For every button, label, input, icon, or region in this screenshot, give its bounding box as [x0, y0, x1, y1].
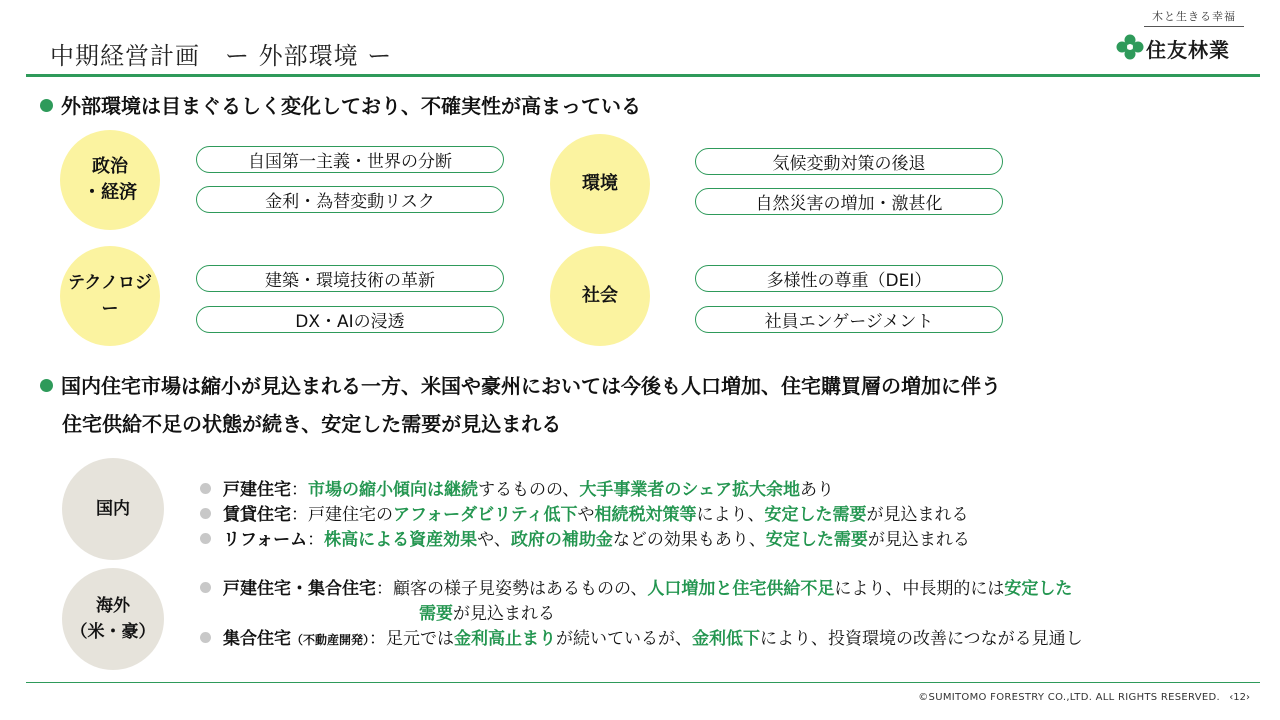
highlight-text: 相続税対策等	[594, 505, 697, 525]
category-item: 自国第一主義・世界の分断	[196, 146, 504, 173]
logo-divider	[1144, 26, 1244, 27]
category-item: 社員エンゲージメント	[695, 306, 1003, 333]
detail-text: ：戸建住宅の	[291, 505, 393, 525]
highlight-text: 安定した	[1004, 579, 1073, 599]
page-number: ‹12›	[1229, 692, 1250, 703]
category-circle-politics: 政治 ・経済	[60, 130, 160, 230]
highlight-text: 人口増加と住宅供給不足	[647, 579, 835, 599]
highlight-text: 需要	[419, 604, 453, 624]
logo-mark-icon	[1116, 34, 1144, 60]
detail-text: により、	[696, 505, 765, 525]
category-item: 建築・環境技術の革新	[196, 265, 504, 292]
page-title: 中期経営計画 ー 外部環境 ー	[50, 42, 393, 70]
bullet-dot-icon	[40, 99, 53, 112]
bullet-dot-icon	[200, 632, 211, 643]
footer-divider	[26, 682, 1260, 683]
bullet-dot-icon	[200, 483, 211, 494]
category-circle-environment: 環境	[550, 134, 650, 234]
overseas-circle: 海外 （米・豪）	[62, 568, 164, 670]
detail-row	[200, 627, 1083, 653]
highlight-text: 安定した需要	[765, 530, 868, 550]
detail-text: が続いているが、	[556, 629, 693, 649]
detail-text: あり	[800, 480, 834, 500]
logo-name: 住友林業	[1146, 38, 1230, 62]
category-item: 気候変動対策の後退	[695, 148, 1003, 175]
section2-heading: 国内住宅市場は縮小が見込まれる一方、米国や豪州においては今後も人口増加、住宅購買層の増加に伴う 住宅供給不足の状態が続き、安定した需要が見込まれる	[40, 370, 1001, 440]
detail-label: 戸建住宅・集合住宅	[223, 579, 376, 599]
highlight-text: 大手事業者のシェア拡大余地	[579, 480, 800, 500]
highlight-text: 市場の縮小傾向は継続	[308, 480, 478, 500]
detail-text: ：足元では	[369, 629, 455, 649]
detail-row	[200, 503, 970, 528]
detail-label: 賃貸住宅	[223, 505, 291, 525]
category-item: 金利・為替変動リスク	[196, 186, 504, 213]
detail-text: や	[577, 505, 595, 525]
highlight-text: 金利低下	[692, 629, 761, 649]
category-item: 多様性の尊重（DEI）	[695, 265, 1003, 292]
bullet-dot-icon	[200, 533, 211, 544]
detail-row	[200, 577, 1083, 602]
logo-tagline: 木と生きる幸福	[1152, 10, 1236, 23]
detail-text: や、	[477, 530, 511, 550]
detail-text: により、中長期的には	[834, 579, 1005, 599]
detail-text: により、投資環境の改善につながる見通し	[760, 629, 1083, 649]
detail-row-continuation	[200, 602, 1083, 627]
detail-row	[200, 528, 970, 553]
company-logo	[1114, 8, 1244, 64]
bullet-dot-icon	[200, 582, 211, 593]
category-item: DX・AIの浸透	[196, 306, 504, 333]
detail-text: などの効果もあり、	[612, 530, 766, 550]
detail-text: が見込まれる	[866, 505, 969, 525]
highlight-text: 株高による資産効果	[324, 530, 478, 550]
detail-label: 戸建住宅	[223, 480, 291, 500]
copyright: ©SUMITOMO FORESTRY CO.,LTD. ALL RIGHTS RESERVED.	[918, 692, 1220, 703]
detail-label: リフォーム	[223, 530, 308, 550]
domestic-details	[200, 478, 970, 553]
highlight-text: 安定した需要	[764, 505, 867, 525]
bullet-dot-icon	[40, 379, 53, 392]
header-divider	[26, 74, 1260, 77]
detail-text: が見込まれる	[867, 530, 970, 550]
detail-text: するものの、	[478, 480, 580, 500]
section1-heading: 外部環境は目まぐるしく変化しており、不確実性が高まっている	[40, 90, 641, 122]
category-circle-technology: テクノロジー	[60, 246, 160, 346]
highlight-text: 金利高止まり	[454, 629, 557, 649]
detail-text: が見込まれる	[453, 604, 555, 624]
detail-text: ：	[291, 480, 308, 500]
detail-text: ：	[307, 530, 325, 550]
detail-row	[200, 478, 970, 503]
domestic-circle: 国内	[62, 458, 164, 560]
detail-text: ：顧客の様子見姿勢はあるものの、	[376, 579, 648, 599]
highlight-text: アフォーダビリティ低下	[393, 505, 578, 525]
highlight-text: 政府の補助金	[510, 530, 613, 550]
detail-label: 集合住宅	[223, 629, 291, 649]
category-item: 自然災害の増加・激甚化	[695, 188, 1003, 215]
bullet-dot-icon	[200, 508, 211, 519]
category-circle-society: 社会	[550, 246, 650, 346]
detail-label-note: （不動産開発）	[291, 633, 370, 647]
overseas-details	[200, 577, 1083, 653]
